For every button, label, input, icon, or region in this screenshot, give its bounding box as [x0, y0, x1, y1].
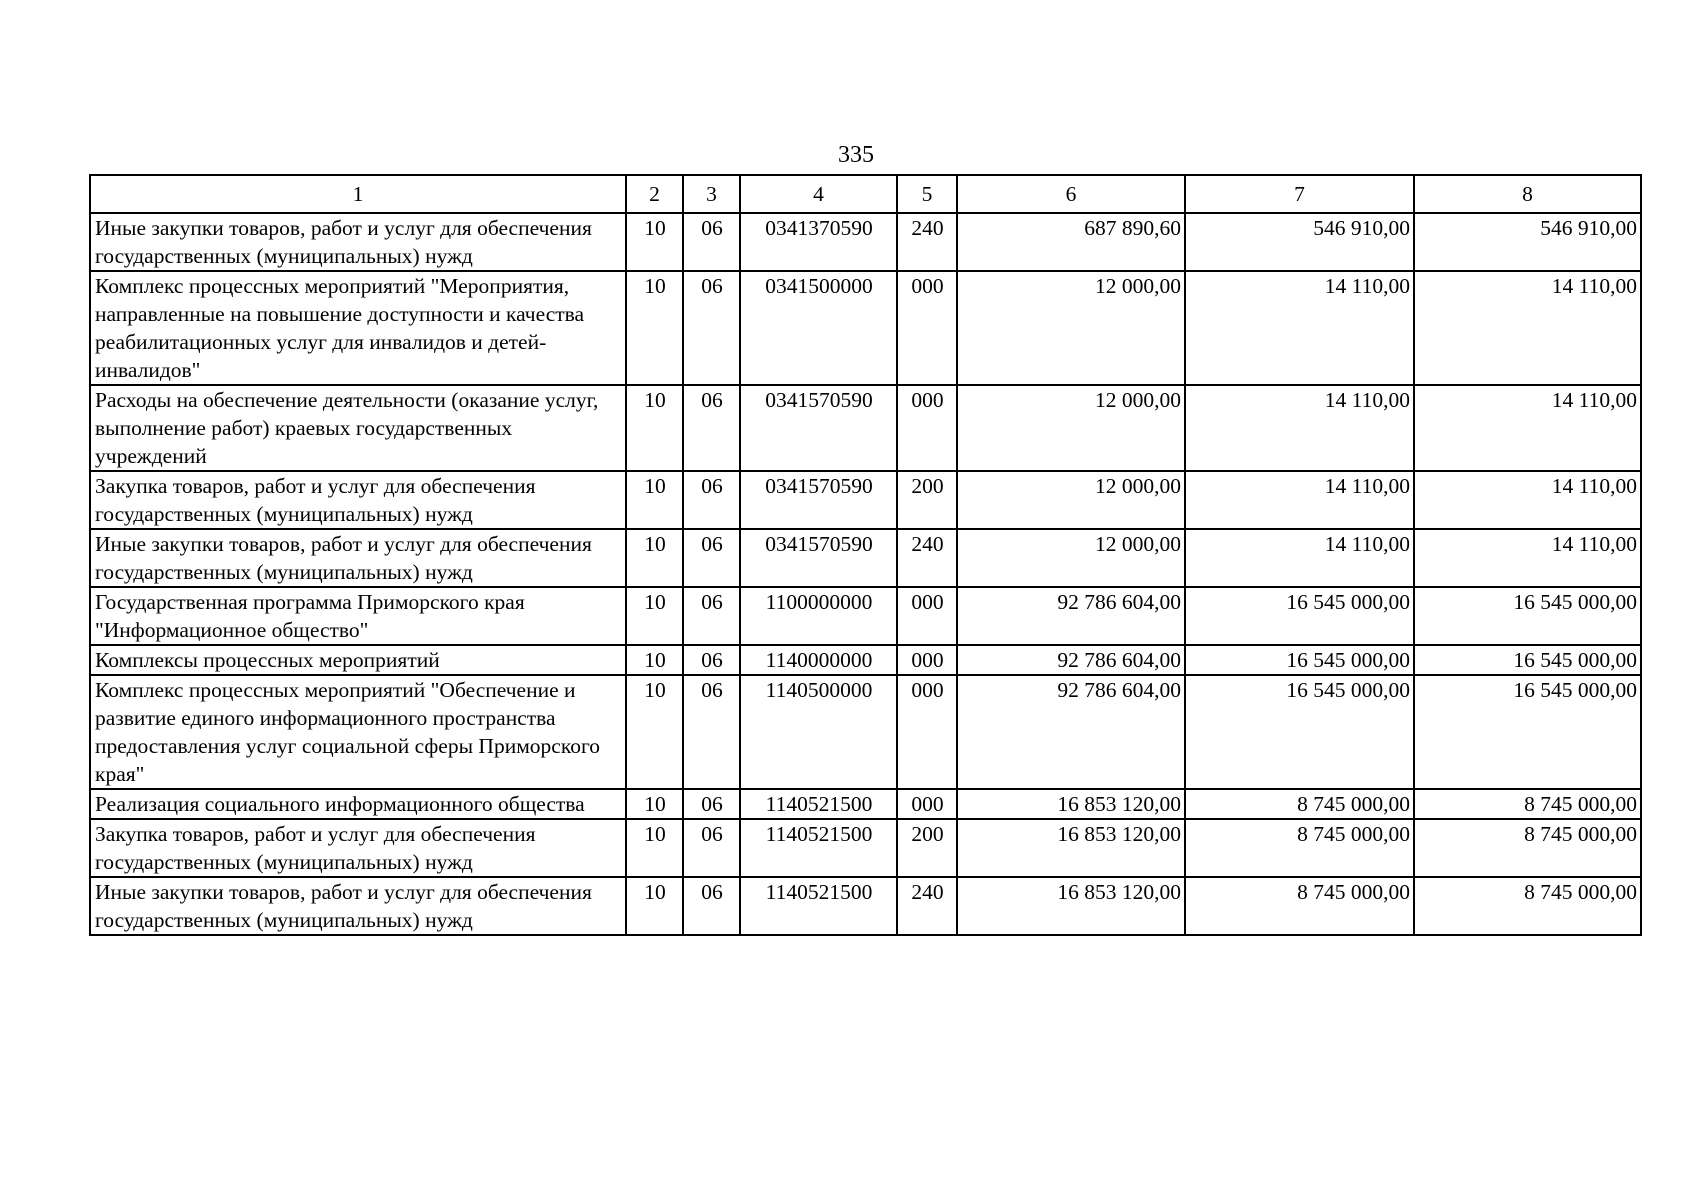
header-cell: 7 — [1185, 175, 1414, 213]
row-name: Государственная программа Приморского края "Информационное общество" — [90, 587, 626, 645]
subsection-code: 06 — [683, 385, 740, 471]
amount-col-6: 687 890,60 — [957, 213, 1185, 271]
row-name: Иные закупки товаров, работ и услуг для обеспечения государственных (муниципальных) нужд — [90, 529, 626, 587]
expense-type-code: 000 — [897, 645, 957, 675]
amount-col-8: 16 545 000,00 — [1414, 587, 1641, 645]
header-cell: 5 — [897, 175, 957, 213]
section-code: 10 — [626, 587, 683, 645]
row-name: Иные закупки товаров, работ и услуг для обеспечения государственных (муниципальных) нужд — [90, 213, 626, 271]
amount-col-8: 14 110,00 — [1414, 471, 1641, 529]
section-code: 10 — [626, 213, 683, 271]
subsection-code: 06 — [683, 675, 740, 789]
target-article-code: 1140521500 — [740, 877, 897, 935]
table-row — [90, 587, 1641, 645]
subsection-code: 06 — [683, 819, 740, 877]
amount-col-8: 14 110,00 — [1414, 271, 1641, 385]
header-cell: 6 — [957, 175, 1185, 213]
amount-col-6: 12 000,00 — [957, 529, 1185, 587]
target-article-code: 1140500000 — [740, 675, 897, 789]
subsection-code: 06 — [683, 877, 740, 935]
row-name: Комплекс процессных мероприятий "Обеспечение и развитие единого информационного пространства предоставления услуг социальной сферы Приморского края" — [90, 675, 626, 789]
section-code: 10 — [626, 789, 683, 819]
subsection-code: 06 — [683, 587, 740, 645]
target-article-code: 1140521500 — [740, 819, 897, 877]
header-cell: 8 — [1414, 175, 1641, 213]
expense-type-code: 240 — [897, 877, 957, 935]
expense-type-code: 200 — [897, 819, 957, 877]
header-cell: 4 — [740, 175, 897, 213]
amount-col-7: 8 745 000,00 — [1185, 819, 1414, 877]
amount-col-6: 16 853 120,00 — [957, 819, 1185, 877]
target-article-code: 0341570590 — [740, 385, 897, 471]
section-code: 10 — [626, 819, 683, 877]
row-name: Комплексы процессных мероприятий — [90, 645, 626, 675]
section-code: 10 — [626, 877, 683, 935]
amount-col-6: 92 786 604,00 — [957, 675, 1185, 789]
expense-type-code: 000 — [897, 271, 957, 385]
target-article-code: 1140521500 — [740, 789, 897, 819]
amount-col-6: 16 853 120,00 — [957, 877, 1185, 935]
table-row — [90, 385, 1641, 471]
row-name: Расходы на обеспечение деятельности (оказание услуг, выполнение работ) краевых государственных учреждений — [90, 385, 626, 471]
amount-col-6: 92 786 604,00 — [957, 587, 1185, 645]
budget-table — [89, 174, 1642, 936]
header-row — [90, 175, 1641, 213]
amount-col-6: 12 000,00 — [957, 471, 1185, 529]
table-row — [90, 819, 1641, 877]
row-name: Иные закупки товаров, работ и услуг для обеспечения государственных (муниципальных) нужд — [90, 877, 626, 935]
amount-col-7: 8 745 000,00 — [1185, 877, 1414, 935]
section-code: 10 — [626, 529, 683, 587]
amount-col-8: 16 545 000,00 — [1414, 645, 1641, 675]
expense-type-code: 240 — [897, 213, 957, 271]
amount-col-7: 16 545 000,00 — [1185, 645, 1414, 675]
subsection-code: 06 — [683, 271, 740, 385]
target-article-code: 0341570590 — [740, 471, 897, 529]
amount-col-8: 16 545 000,00 — [1414, 675, 1641, 789]
expense-type-code: 000 — [897, 587, 957, 645]
table-row — [90, 645, 1641, 675]
amount-col-7: 14 110,00 — [1185, 471, 1414, 529]
amount-col-7: 8 745 000,00 — [1185, 789, 1414, 819]
subsection-code: 06 — [683, 471, 740, 529]
header-cell: 3 — [683, 175, 740, 213]
amount-col-8: 8 745 000,00 — [1414, 877, 1641, 935]
row-name: Реализация социального информационного общества — [90, 789, 626, 819]
table-row — [90, 529, 1641, 587]
table-row — [90, 877, 1641, 935]
amount-col-7: 16 545 000,00 — [1185, 587, 1414, 645]
expense-type-code: 200 — [897, 471, 957, 529]
section-code: 10 — [626, 471, 683, 529]
header-cell: 1 — [90, 175, 626, 213]
amount-col-6: 92 786 604,00 — [957, 645, 1185, 675]
table-row — [90, 213, 1641, 271]
table-row — [90, 471, 1641, 529]
amount-col-7: 16 545 000,00 — [1185, 675, 1414, 789]
amount-col-7: 14 110,00 — [1185, 271, 1414, 385]
section-code: 10 — [626, 645, 683, 675]
target-article-code: 1100000000 — [740, 587, 897, 645]
row-name: Закупка товаров, работ и услуг для обеспечения государственных (муниципальных) нужд — [90, 471, 626, 529]
amount-col-6: 16 853 120,00 — [957, 789, 1185, 819]
section-code: 10 — [626, 271, 683, 385]
subsection-code: 06 — [683, 645, 740, 675]
amount-col-7: 14 110,00 — [1185, 385, 1414, 471]
amount-col-8: 8 745 000,00 — [1414, 819, 1641, 877]
table-row — [90, 789, 1641, 819]
row-name: Комплекс процессных мероприятий "Мероприятия, направленные на повышение доступности и качества реабилитационных услуг для инвалидов и детей-инвалидов" — [90, 271, 626, 385]
target-article-code: 0341570590 — [740, 529, 897, 587]
target-article-code: 0341370590 — [740, 213, 897, 271]
subsection-code: 06 — [683, 529, 740, 587]
subsection-code: 06 — [683, 213, 740, 271]
amount-col-7: 14 110,00 — [1185, 529, 1414, 587]
table-row — [90, 675, 1641, 789]
amount-col-6: 12 000,00 — [957, 385, 1185, 471]
row-name: Закупка товаров, работ и услуг для обеспечения государственных (муниципальных) нужд — [90, 819, 626, 877]
expense-type-code: 240 — [897, 529, 957, 587]
amount-col-8: 14 110,00 — [1414, 385, 1641, 471]
expense-type-code: 000 — [897, 789, 957, 819]
amount-col-7: 546 910,00 — [1185, 213, 1414, 271]
target-article-code: 0341500000 — [740, 271, 897, 385]
amount-col-8: 14 110,00 — [1414, 529, 1641, 587]
header-cell: 2 — [626, 175, 683, 213]
target-article-code: 1140000000 — [740, 645, 897, 675]
section-code: 10 — [626, 675, 683, 789]
page-number: 335 — [838, 142, 874, 168]
table-row — [90, 271, 1641, 385]
section-code: 10 — [626, 385, 683, 471]
amount-col-8: 8 745 000,00 — [1414, 789, 1641, 819]
expense-type-code: 000 — [897, 675, 957, 789]
subsection-code: 06 — [683, 789, 740, 819]
amount-col-6: 12 000,00 — [957, 271, 1185, 385]
amount-col-8: 546 910,00 — [1414, 213, 1641, 271]
expense-type-code: 000 — [897, 385, 957, 471]
